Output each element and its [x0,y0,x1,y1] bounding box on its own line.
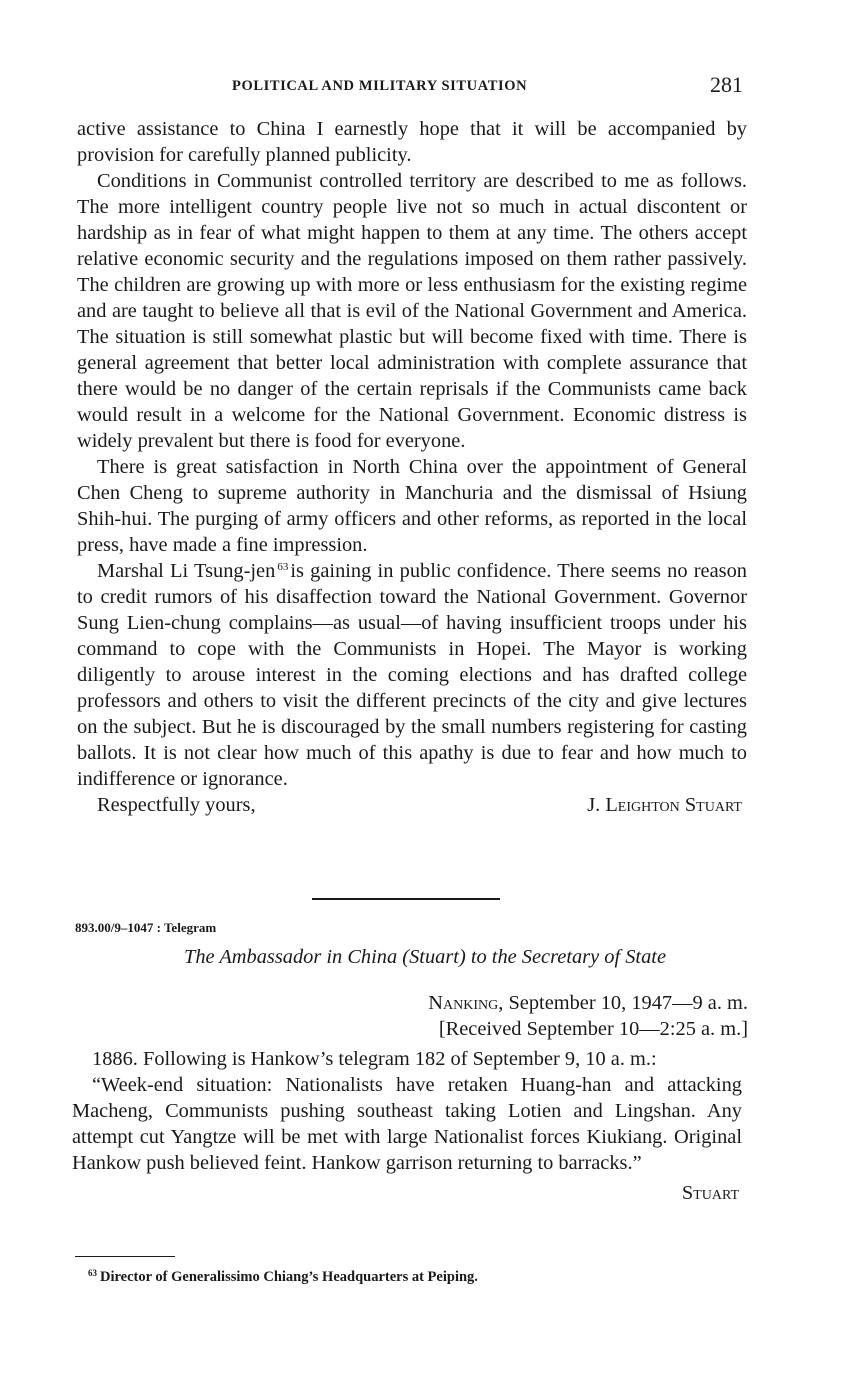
paragraph-marshal-li [77,558,747,792]
dateline [300,990,748,1042]
document-reference: 893.00/9–1047 : Telegram [75,920,217,935]
footnote-divider [75,1256,175,1257]
dateline-received: [Received September 10—2:25 a. m.] [438,1018,748,1040]
telegram-paragraph-2: “Week-end situation: Nationalists have retaken Huang-han and attacking Macheng, Communists pushing southeast taking Lotien and Lingshan. Any attempt cut Yangtze will be met with large Nationalist forces Kiukiang. Original Hankow push believed feint. Hankow garrison returning to barracks.” [72,1074,742,1174]
section-divider [312,898,500,900]
page-number: 281 [710,72,743,97]
paragraph-marshal-li-start: Marshal Li Tsung-jen [97,560,276,582]
telegram-paragraph-1: 1886. Following is Hankow’s telegram 182 of September 9, 10 a. m.: [92,1048,657,1070]
letter-body [77,116,747,818]
heading-part2: ) to the Secretary of State [458,946,666,968]
closing: Respectfully yours, [97,794,256,816]
dateline-place: Nanking [428,992,499,1014]
paragraph-conditions: Conditions in Communist controlled territory are described to me as follows. The more intelligent country people live not so much in actual discontent or hardship as in fear of what might happen to them at any time. The others accept relative economic security and the regulations imposed on them rather passively. The children are growing up with more or less enthusiasm for the existing regime and are taught to believe all that is evil of the National Government and America. The situation is still somewhat plastic but will become fixed with time. There is general agreement that better local administration with complete assurance that there would be no danger of the certain reprisals if the Communists came back would result in a welcome for the National Government. Economic distress is widely prevalent but there is food for everyone. [77,170,747,452]
paragraph-continuation: active assistance to China I earnestly hope that it will be accompanied by provision for carefully planned publicity. [77,118,747,166]
telegram-signature: Stuart [681,1182,739,1204]
dateline-sent [300,990,748,1016]
heading-part1: The Ambassador in China ( [184,946,410,968]
footnote-number: 63 [88,1268,97,1278]
footnote-reference: 63 [277,561,289,573]
dateline-date: , September 10, 1947—9 a. m. [498,992,748,1014]
running-header [0,72,862,102]
running-title: POLITICAL AND MILITARY SITUATION [232,78,528,94]
paragraph-north-china: There is great satisfaction in North China over the appointment of General Chen Cheng to supreme authority in Manchuria and the dismissal of Hsiung Shih-hui. The purging of army officers and other reforms, as reported in the local press, have made a fine impression. [77,456,747,556]
telegram-body [72,1046,742,1206]
paragraph-marshal-li-rest: is gaining in public confidence. There seems no reason to credit rumors of his disaffection toward the National Government. Governor Sung Lien-chung complains—as usual—of having insufficient troops under his command to cope with the Communists in Hopei. The Mayor is working diligently to arouse interest in the coming elections and has drafted college professors and others to visit the different precincts of the city and give lectures on the subject. But he is discouraged by the small numbers registering for casting ballots. It is not clear how much of this apathy is due to fear and how much to indifference or ignorance. [77,560,747,790]
footnote [88,1268,478,1286]
footnote-text: Director of Generalissimo Chiang’s Headquarters at Peiping. [100,1269,478,1285]
letter-signoff [77,792,747,818]
heading-name: Stuart [409,946,459,968]
document-heading [75,946,775,969]
letter-signature: J. Leighton Stuart [587,794,742,816]
